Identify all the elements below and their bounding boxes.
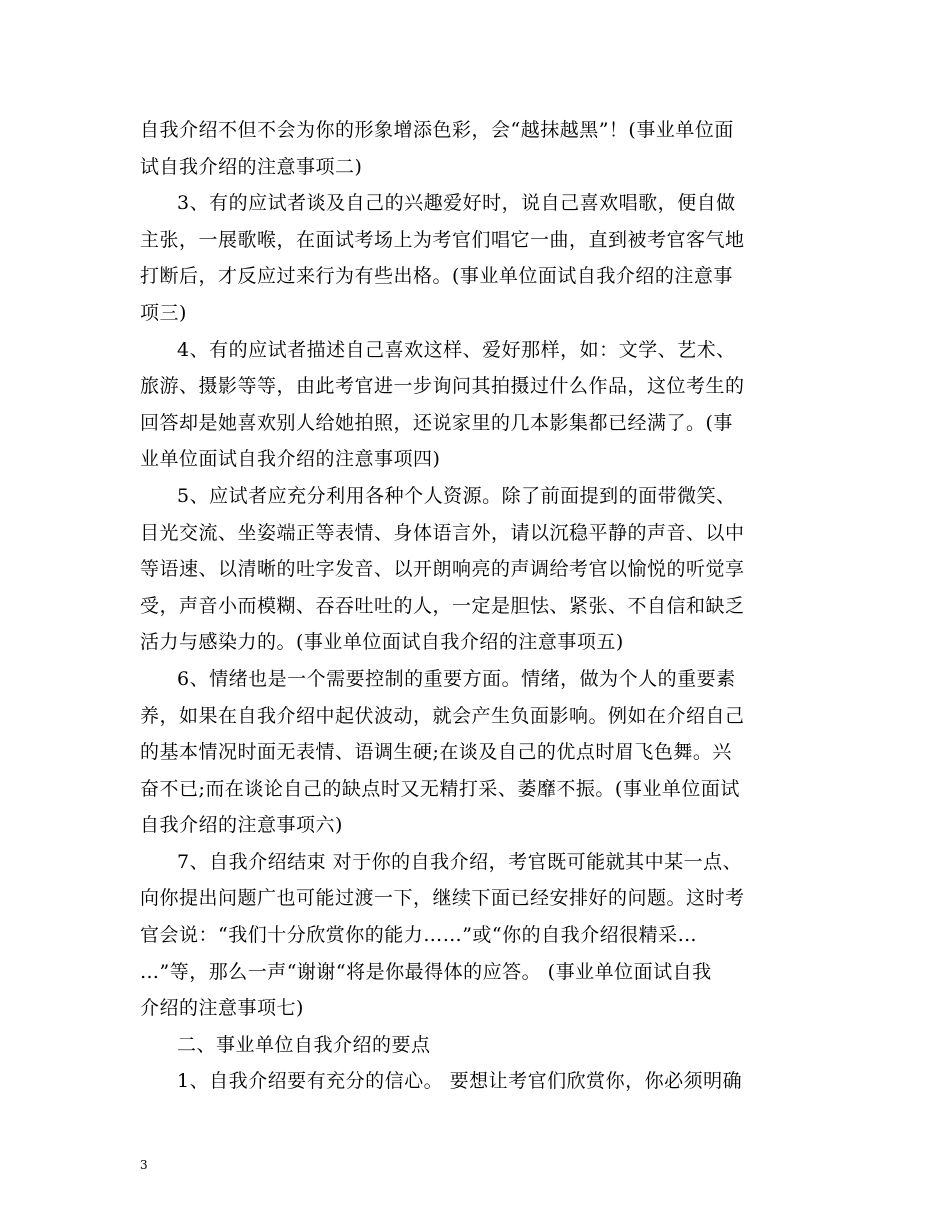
text-line: 主张，一展歌喉，在面试考场上为考官们唱它一曲，直到被考官客气地	[140, 228, 745, 251]
text-line: 的基本情况时面无表情、语调生硬;在谈及自己的优点时眉飞色舞。兴	[140, 741, 732, 764]
text-line: 目光交流、坐姿端正等表情、身体语言外，请以沉稳平静的声音、以中	[140, 521, 745, 544]
text-line: 试自我介绍的注意事项二)	[140, 155, 363, 178]
text-line: 项三)	[140, 301, 187, 324]
text-line: 7、自我介绍结束 对于你的自我介绍，考官既可能就其中某一点、	[177, 850, 743, 873]
text-line: 奋不已;而在谈论自己的缺点时又无精打采、萎靡不振。(事业单位面试	[140, 777, 740, 800]
document-body	[140, 112, 815, 1100]
text-line: 6、情绪也是一个需要控制的重要方面。情绪，做为个人的重要素	[177, 667, 736, 690]
text-line: 5、应试者应充分利用各种个人资源。除了前面提到的面带微笑、	[177, 484, 736, 507]
text-line: 打断后，才反应过来行为有些出格。(事业单位面试自我介绍的注意事	[140, 265, 733, 288]
text-line: 向你提出问题广也可能过渡一下，继续下面已经安排好的问题。这时考	[140, 887, 745, 910]
text-line: 介绍的注意事项七)	[140, 997, 304, 1020]
text-line: …”等，那么一声“谢谢“将是你最得体的应答。 (事业单位面试自我	[140, 960, 712, 983]
text-line: 自我介绍的注意事项六)	[140, 814, 343, 837]
text-line: 养，如果在自我介绍中起伏波动，就会产生负面影响。例如在介绍自己	[140, 704, 745, 727]
text-line: 旅游、摄影等等，由此考官进一步询问其拍摄过什么作品，这位考生的	[140, 375, 745, 398]
text-line: 3、有的应试者谈及自己的兴趣爱好时，说自己喜欢唱歌，便自做	[177, 192, 736, 215]
text-line: 活力与感染力的。(事业单位面试自我介绍的注意事项五)	[140, 631, 624, 654]
page-number: 3	[140, 1158, 148, 1172]
text-line: 受，声音小而模糊、吞吞吐吐的人，一定是胆怯、紧张、不自信和缺乏	[140, 594, 745, 617]
text-line: 4、有的应试者描述自己喜欢这样、爱好那样，如：文学、艺术、	[177, 338, 736, 361]
text-line: 1、自我介绍要有充分的信心。 要想让考官们欣赏你，你必须明确	[177, 1070, 743, 1093]
text-line: 自我介绍不但不会为你的形象增添色彩，会“越抹越黑”！(事业单位面	[140, 119, 734, 141]
text-line: 回答却是她喜欢别人给她拍照，还说家里的几本影集都已经满了。(事	[140, 411, 733, 434]
text-line: 业单位面试自我介绍的注意事项四)	[140, 448, 441, 471]
text-line: 官会说：“我们十分欣赏你的能力……”或“你的自我介绍很精采…	[140, 924, 698, 947]
text-line: 等语速、以清晰的吐字发音、以开朗响亮的声调给考官以愉悦的听觉享	[140, 558, 745, 581]
text-line: 二、事业单位自我介绍的要点	[177, 1033, 431, 1056]
